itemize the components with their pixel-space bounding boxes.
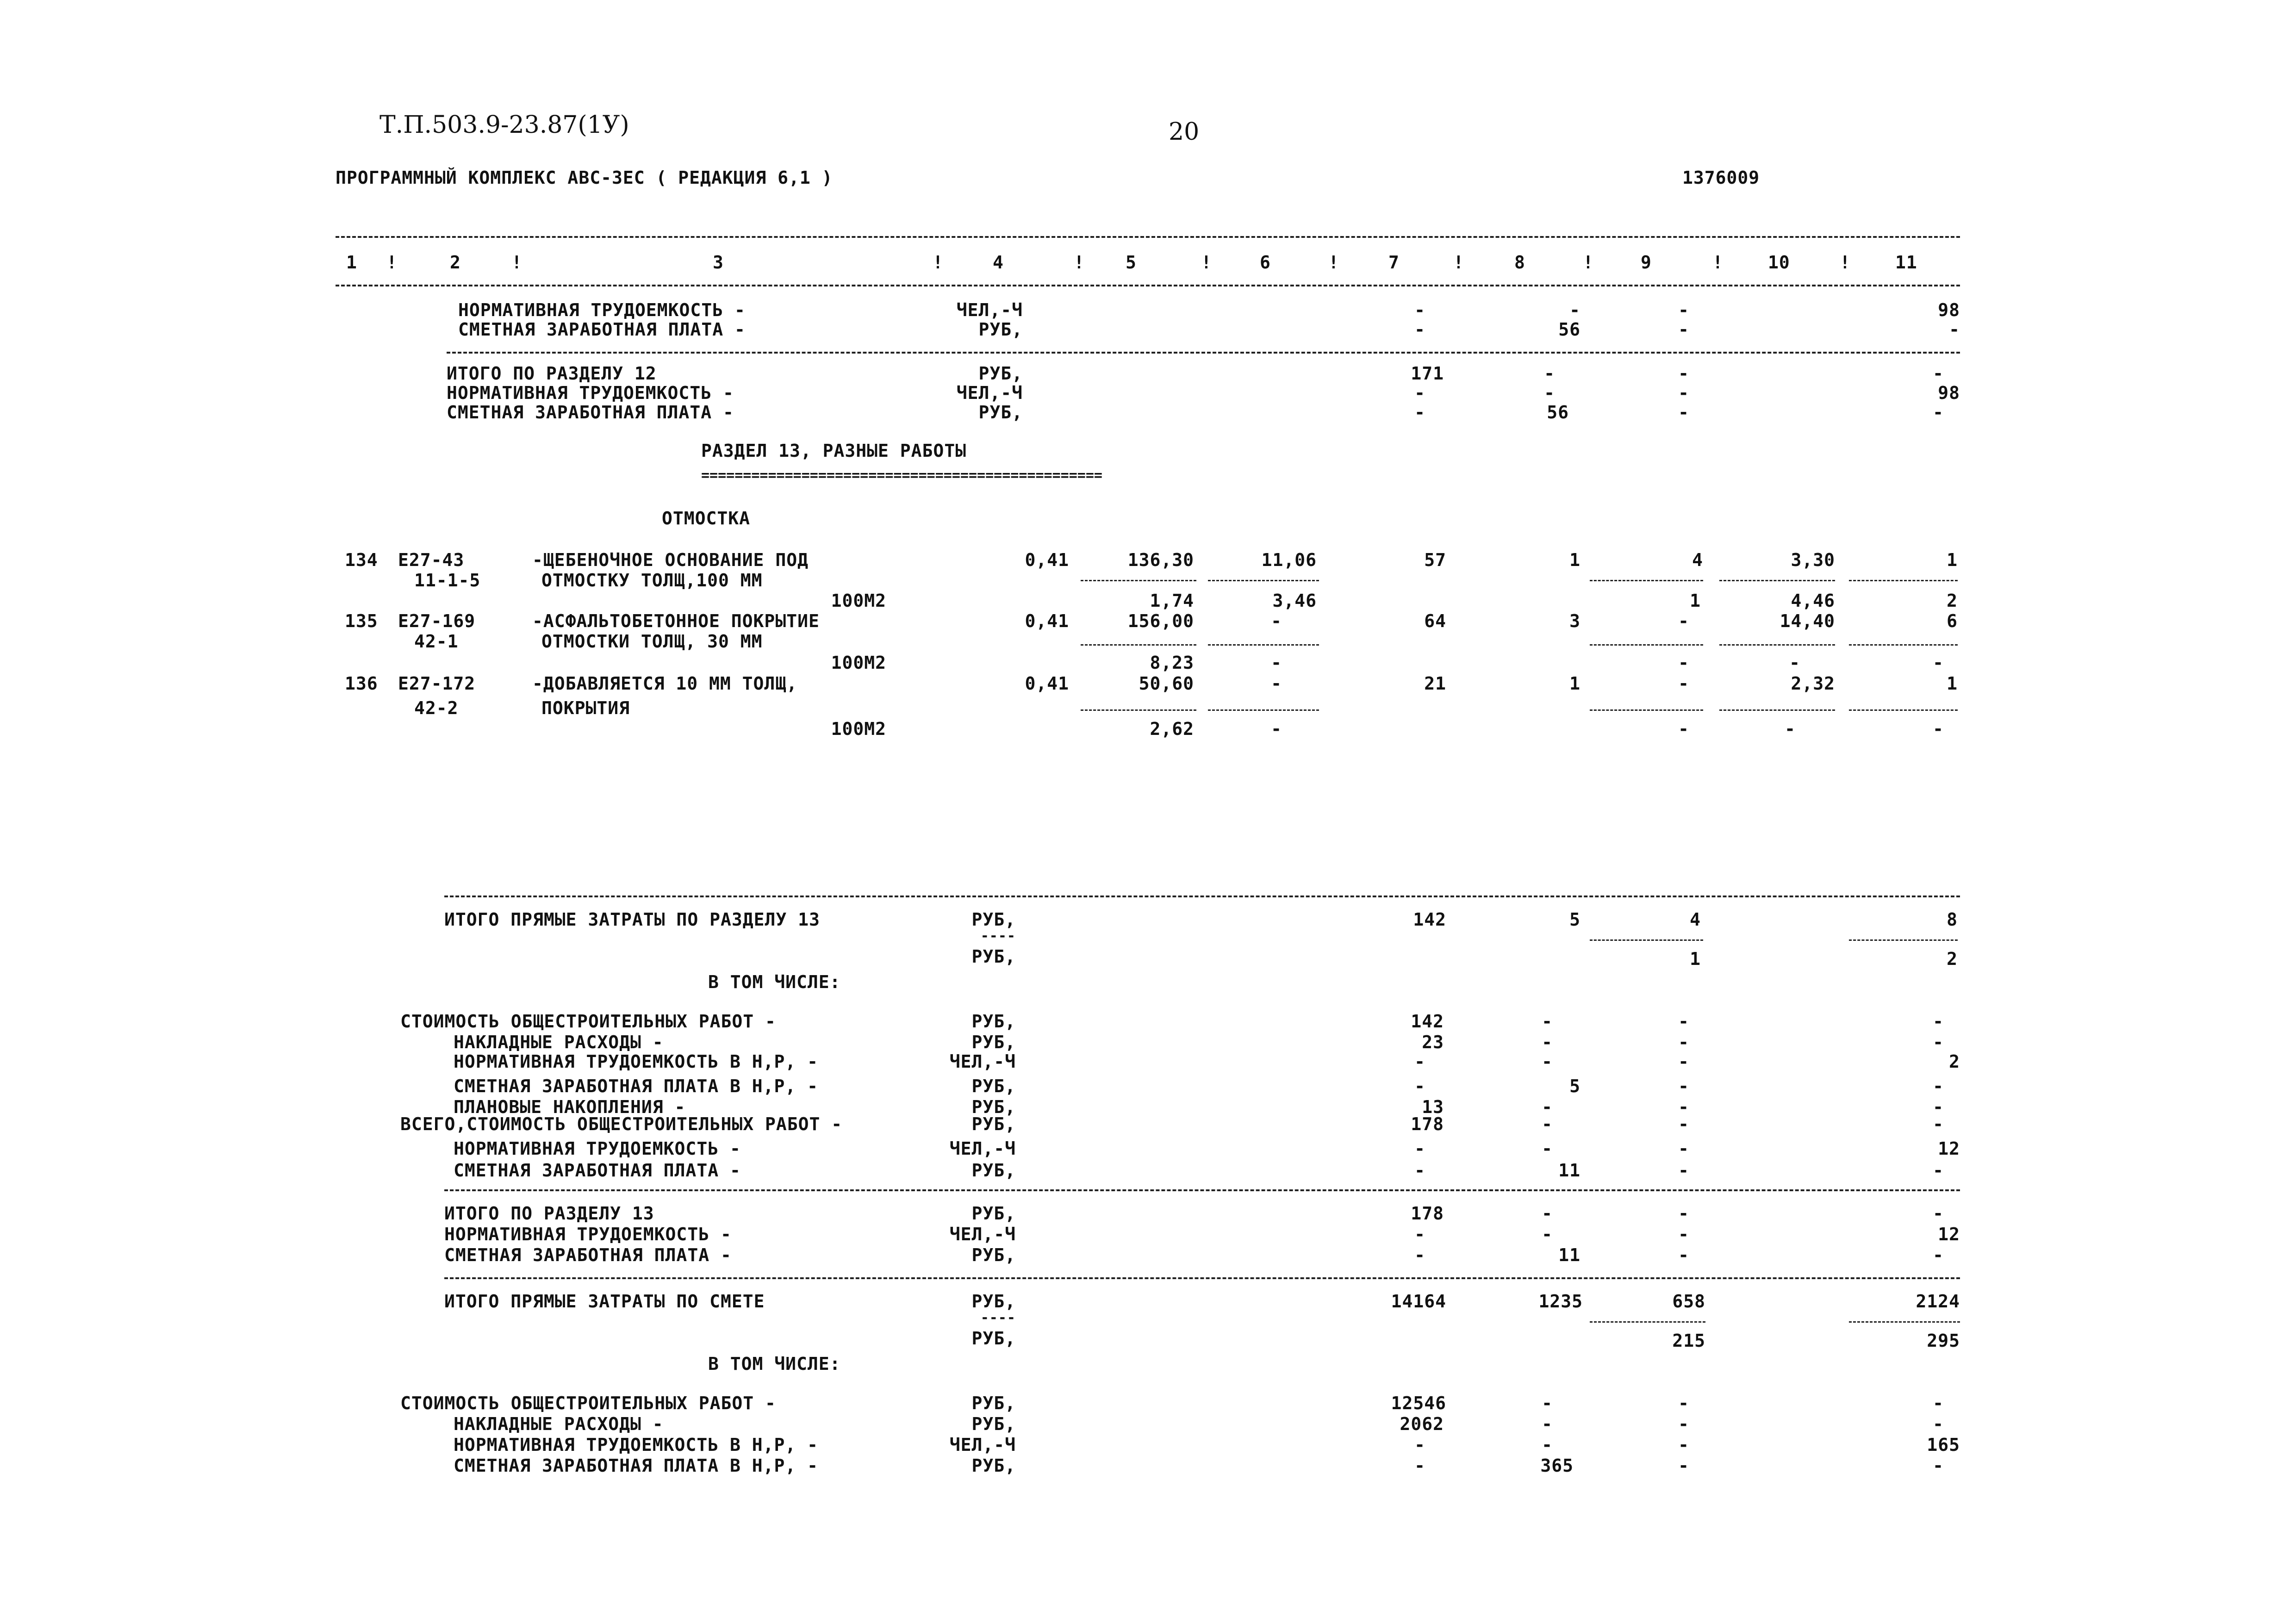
cell-col5: 8,23 (1150, 653, 1194, 673)
cell-col4: 0,41 (1025, 611, 1069, 631)
cell-col8: 56 (1547, 402, 1569, 423)
unit: ЧЕЛ,-Ч (949, 1051, 1016, 1072)
cell-col9: - (1678, 1245, 1689, 1265)
program-line: ПРОГРАММНЫЙ КОМПЛЕКС АВС-3ЕС ( РЕДАКЦИЯ 6,1 ) (336, 168, 833, 188)
cell-col8: 56 (1558, 319, 1580, 340)
item-code2: 42-2 (414, 698, 459, 718)
rule (1590, 709, 1703, 711)
cell-col8: - (1542, 1114, 1553, 1134)
cell-col9: 1 (1690, 591, 1701, 611)
unit: ЧЕЛ,-Ч (949, 1435, 1016, 1455)
cell-col5: 50,60 (1139, 673, 1194, 694)
rule (1849, 709, 1958, 711)
cell-col9: - (1678, 1097, 1689, 1117)
cell-col10: 14,40 (1780, 611, 1835, 631)
row-label: СМЕТНАЯ ЗАРАБОТНАЯ ПЛАТА В Н,Р, - (454, 1076, 818, 1096)
cell-col7: - (1414, 1435, 1425, 1455)
unit: РУБ, (971, 1076, 1016, 1096)
cell-col9: - (1678, 719, 1689, 739)
unit: РУБ, (971, 1455, 1016, 1476)
item-code2: 42-1 (414, 631, 459, 652)
cell-col9: - (1678, 1114, 1689, 1134)
item-code2: 11-1-5 (414, 570, 481, 591)
row-label: НОРМАТИВНАЯ ТРУДОЕМКОСТЬ - (454, 1138, 741, 1159)
cell-col11: 12 (1938, 1138, 1960, 1159)
cell-col9: - (1678, 611, 1689, 631)
rule (1208, 709, 1319, 711)
document-id: 1376009 (1682, 168, 1760, 188)
rule (1849, 644, 1958, 646)
unit: РУБ, (971, 1328, 1016, 1349)
subsection-title: ОТМОСТКА (662, 508, 751, 529)
including-label: В ТОМ ЧИСЛЕ: (708, 972, 841, 992)
cell-col9: 658 (1672, 1291, 1705, 1312)
rule (1208, 580, 1319, 581)
cell-col11: - (1933, 719, 1944, 739)
col-separator: ! (1583, 252, 1594, 273)
rule (1719, 709, 1835, 711)
row-label: СМЕТНАЯ ЗАРАБОТНАЯ ПЛАТА - (454, 1160, 741, 1181)
col-separator: ! (1074, 252, 1085, 273)
cell-col7: 142 (1413, 909, 1446, 930)
cell-col11: - (1933, 402, 1944, 423)
cell-col8: - (1542, 1097, 1553, 1117)
unit: РУБ, (971, 1414, 1016, 1434)
document-code: Т.П.503.9-23.87(1У) (380, 111, 629, 139)
cell-col8: - (1569, 300, 1580, 320)
unit: РУБ, (971, 1203, 1016, 1224)
unit: РУБ, (971, 1160, 1016, 1181)
cell-col4: 0,41 (1025, 673, 1069, 694)
row-label: СТОИМОСТЬ ОБЩЕСТРОИТЕЛЬНЫХ РАБОТ - (400, 1011, 776, 1032)
col-separator: ! (1712, 252, 1724, 273)
unit-separator: ---- (980, 928, 1016, 944)
including-label: В ТОМ ЧИСЛЕ: (708, 1354, 841, 1374)
rule (1081, 580, 1196, 581)
cell-col11: - (1933, 1245, 1944, 1265)
cell-col8: 5 (1569, 909, 1580, 930)
cell-col9: - (1678, 1160, 1689, 1181)
col-number: 8 (1514, 252, 1525, 273)
cell-col7: - (1414, 383, 1425, 403)
rule (444, 1277, 1960, 1279)
section-underline: ================================================ (701, 467, 1102, 484)
item-number: 134 (345, 550, 378, 570)
unit: РУБ, (971, 1245, 1016, 1265)
col-number: 10 (1768, 252, 1790, 273)
col-separator: ! (386, 252, 398, 273)
cell-col8: - (1542, 1011, 1553, 1032)
row-label: НОРМАТИВНАЯ ТРУДОЕМКОСТЬ - (458, 300, 746, 320)
unit: РУБ, (978, 402, 1023, 423)
col-number: 3 (713, 252, 724, 273)
cell-col7: - (1414, 1076, 1425, 1096)
rule (1590, 1321, 1705, 1323)
cell-col11: 295 (1927, 1331, 1960, 1351)
rule (1081, 644, 1196, 646)
item-unit: 100М2 (831, 591, 886, 611)
item-unit: 100М2 (831, 653, 886, 673)
cell-col8: - (1542, 1435, 1553, 1455)
cell-col5: 1,74 (1150, 591, 1194, 611)
row-label: НАКЛАДНЫЕ РАСХОДЫ - (454, 1414, 664, 1434)
cell-col10: 2,32 (1791, 673, 1835, 694)
item-description2: ОТМОСТКУ ТОЛЩ,100 ММ (541, 570, 763, 591)
unit: РУБ, (978, 319, 1023, 340)
cell-col7: - (1414, 1051, 1425, 1072)
cell-col6: 11,06 (1261, 550, 1317, 570)
cell-col7: - (1414, 1138, 1425, 1159)
cell-col9: - (1678, 319, 1689, 340)
rule (444, 895, 1960, 897)
cell-col8: 11 (1558, 1245, 1580, 1265)
cell-col7: - (1414, 1160, 1425, 1181)
cell-col11: 8 (1947, 909, 1958, 930)
row-label: ИТОГО ПРЯМЫЕ ЗАТРАТЫ ПО РАЗДЕЛУ 13 (444, 909, 820, 930)
col-separator: ! (1328, 252, 1339, 273)
cell-col9: - (1678, 1435, 1689, 1455)
cell-col7: 21 (1424, 673, 1446, 694)
col-separator: ! (1201, 252, 1212, 273)
row-label: НОРМАТИВНАЯ ТРУДОЕМКОСТЬ В Н,Р, - (454, 1051, 818, 1072)
cell-col10: 4,46 (1791, 591, 1835, 611)
cell-col7: - (1414, 1245, 1425, 1265)
row-label: ВСЕГО,СТОИМОСТЬ ОБЩЕСТРОИТЕЛЬНЫХ РАБОТ - (400, 1114, 843, 1134)
cell-col7: 13 (1422, 1097, 1444, 1117)
col-number: 9 (1641, 252, 1652, 273)
row-label: ИТОГО ПРЯМЫЕ ЗАТРАТЫ ПО СМЕТЕ (444, 1291, 765, 1312)
cell-col11: - (1933, 363, 1944, 384)
page-number: 20 (1169, 118, 1200, 146)
cell-col11: 6 (1947, 611, 1958, 631)
cell-col7: - (1414, 300, 1425, 320)
cell-col7: 12546 (1391, 1393, 1446, 1413)
rule (444, 1189, 1960, 1191)
cell-col8: 1 (1569, 673, 1580, 694)
cell-col7: 14164 (1391, 1291, 1446, 1312)
cell-col8: 365 (1540, 1455, 1574, 1476)
cell-col8: - (1542, 1138, 1553, 1159)
rule (447, 352, 1960, 354)
cell-col9: - (1678, 363, 1689, 384)
section-title: РАЗДЕЛ 13, РАЗНЫЕ РАБОТЫ (701, 441, 967, 461)
item-description: -ЩЕБЕНОЧНОЕ ОСНОВАНИЕ ПОД (532, 550, 809, 570)
cell-col10: 3,30 (1791, 550, 1835, 570)
rule (1719, 580, 1835, 581)
cell-col11: 165 (1927, 1435, 1960, 1455)
item-code: Е27-169 (398, 611, 476, 631)
col-separator: ! (511, 252, 523, 273)
col-separator: ! (1453, 252, 1464, 273)
cell-col7: 57 (1424, 550, 1446, 570)
item-code: Е27-43 (398, 550, 465, 570)
row-label: НОРМАТИВНАЯ ТРУДОЕМКОСТЬ - (447, 383, 734, 403)
cell-col8: - (1542, 1414, 1553, 1434)
cell-col9: 215 (1672, 1331, 1705, 1351)
cell-col6: - (1271, 611, 1282, 631)
cell-col7: 178 (1411, 1114, 1444, 1134)
unit: ЧЕЛ,-Ч (949, 1224, 1016, 1244)
rule (1849, 580, 1958, 581)
unit: РУБ, (971, 1097, 1016, 1117)
cell-col11: 1 (1947, 550, 1958, 570)
item-code: Е27-172 (398, 673, 476, 694)
cell-col5: 2,62 (1150, 719, 1194, 739)
item-description: -АСФАЛЬТОБЕТОННОЕ ПОКРЫТИЕ (532, 611, 820, 631)
row-label: НОРМАТИВНАЯ ТРУДОЕМКОСТЬ - (444, 1224, 732, 1244)
cell-col9: - (1678, 673, 1689, 694)
col-number: 4 (993, 252, 1004, 273)
cell-col7: 23 (1422, 1032, 1444, 1052)
item-description: -ДОБАВЛЯЕТСЯ 10 ММ ТОЛЩ, (532, 673, 798, 694)
cell-col8: 1235 (1538, 1291, 1583, 1312)
row-label: НОРМАТИВНАЯ ТРУДОЕМКОСТЬ В Н,Р, - (454, 1435, 818, 1455)
cell-col7: 2062 (1400, 1414, 1444, 1434)
cell-col6: 3,46 (1272, 591, 1317, 611)
rule (1849, 1321, 1960, 1323)
cell-col11: - (1933, 1414, 1944, 1434)
cell-col11: - (1933, 1032, 1944, 1052)
row-label: ИТОГО ПО РАЗДЕЛУ 13 (444, 1203, 654, 1224)
rule (1849, 939, 1958, 941)
cell-col10: - (1789, 653, 1800, 673)
cell-col11: - (1933, 1114, 1944, 1134)
cell-col8: - (1542, 1032, 1553, 1052)
cell-col9: 4 (1692, 550, 1703, 570)
col-number: 7 (1388, 252, 1400, 273)
cell-col7: 64 (1424, 611, 1446, 631)
cell-col11: - (1933, 1097, 1944, 1117)
cell-col6: - (1271, 653, 1282, 673)
row-label: СМЕТНАЯ ЗАРАБОТНАЯ ПЛАТА - (444, 1245, 732, 1265)
item-number: 136 (345, 673, 378, 694)
cell-col9: - (1678, 1203, 1689, 1224)
cell-col11: - (1933, 1160, 1944, 1181)
cell-col11: - (1933, 653, 1944, 673)
cell-col11: 12 (1938, 1224, 1960, 1244)
cell-col6: - (1271, 719, 1282, 739)
cell-col8: - (1544, 363, 1555, 384)
item-unit: 100М2 (831, 719, 886, 739)
cell-col7: 171 (1411, 363, 1444, 384)
col-number: 6 (1260, 252, 1271, 273)
unit: РУБ, (971, 1032, 1016, 1052)
cell-col11: - (1933, 1011, 1944, 1032)
cell-col11: - (1933, 1076, 1944, 1096)
cell-col8: 5 (1569, 1076, 1580, 1096)
item-description2: ПОКРЫТИЯ (541, 698, 630, 718)
unit: ЧЕЛ,-Ч (956, 300, 1023, 320)
cell-col9: - (1678, 1393, 1689, 1413)
unit: РУБ, (978, 363, 1023, 384)
cell-col7: 178 (1411, 1203, 1444, 1224)
cell-col6: - (1271, 673, 1282, 694)
cell-col9: - (1678, 1455, 1689, 1476)
rule-header-bottom (336, 285, 1960, 286)
cell-col7: 142 (1411, 1011, 1444, 1032)
cell-col9: - (1678, 1051, 1689, 1072)
unit: РУБ, (971, 1114, 1016, 1134)
cell-col9: - (1678, 383, 1689, 403)
cell-col11: - (1949, 319, 1960, 340)
row-label: ПЛАНОВЫЕ НАКОПЛЕНИЯ - (454, 1097, 686, 1117)
item-description2: ОТМОСТКИ ТОЛЩ, 30 ММ (541, 631, 763, 652)
cell-col7: - (1414, 1224, 1425, 1244)
cell-col9: - (1678, 402, 1689, 423)
cell-col11: - (1933, 1455, 1944, 1476)
unit: ЧЕЛ,-Ч (956, 383, 1023, 403)
cell-col8: - (1542, 1051, 1553, 1072)
cell-col11: 98 (1938, 383, 1960, 403)
row-label: СМЕТНАЯ ЗАРАБОТНАЯ ПЛАТА В Н,Р, - (454, 1455, 818, 1476)
unit: РУБ, (971, 1393, 1016, 1413)
cell-col4: 0,41 (1025, 550, 1069, 570)
cell-col8: 11 (1558, 1160, 1580, 1181)
row-label: ИТОГО ПО РАЗДЕЛУ 12 (447, 363, 657, 384)
cell-col11: 2124 (1916, 1291, 1960, 1312)
cell-col9: 1 (1690, 949, 1701, 969)
row-label: СМЕТНАЯ ЗАРАБОТНАЯ ПЛАТА - (447, 402, 734, 423)
unit: РУБ, (971, 1011, 1016, 1032)
rule (1081, 709, 1196, 711)
col-number: 11 (1895, 252, 1917, 273)
cell-col8: 1 (1569, 550, 1580, 570)
unit: ЧЕЛ,-Ч (949, 1138, 1016, 1159)
item-number: 135 (345, 611, 378, 631)
cell-col11: 1 (1947, 673, 1958, 694)
cell-col9: 4 (1690, 909, 1701, 930)
rule (1208, 644, 1319, 646)
cell-col7: - (1414, 1455, 1425, 1476)
cell-col11: 2 (1947, 591, 1958, 611)
cell-col9: - (1678, 1138, 1689, 1159)
row-label: СТОИМОСТЬ ОБЩЕСТРОИТЕЛЬНЫХ РАБОТ - (400, 1393, 776, 1413)
cell-col9: - (1678, 1076, 1689, 1096)
rule (1590, 644, 1703, 646)
col-separator: ! (1840, 252, 1851, 273)
unit: РУБ, (971, 1291, 1016, 1312)
cell-col5: 136,30 (1127, 550, 1194, 570)
col-number: 1 (346, 252, 357, 273)
cell-col8: - (1542, 1203, 1553, 1224)
cell-col7: - (1414, 319, 1425, 340)
cell-col8: 3 (1569, 611, 1580, 631)
unit: РУБ, (971, 946, 1016, 967)
cell-col9: - (1678, 1011, 1689, 1032)
cell-col11: - (1933, 1203, 1944, 1224)
col-number: 2 (450, 252, 461, 273)
cell-col11: 2 (1949, 1051, 1960, 1072)
col-number: 5 (1126, 252, 1137, 273)
cell-col11: 2 (1947, 949, 1958, 969)
unit-separator: ---- (980, 1310, 1016, 1326)
cell-col7: - (1414, 402, 1425, 423)
cell-col9: - (1678, 300, 1689, 320)
cell-col5: 156,00 (1127, 611, 1194, 631)
rule (1590, 939, 1703, 941)
cell-col8: - (1542, 1224, 1553, 1244)
cell-col11: 98 (1938, 300, 1960, 320)
cell-col10: - (1785, 719, 1796, 739)
rule (1719, 644, 1835, 646)
col-separator: ! (933, 252, 944, 273)
cell-col8: - (1542, 1393, 1553, 1413)
rule (1590, 580, 1703, 581)
row-label: НАКЛАДНЫЕ РАСХОДЫ - (454, 1032, 664, 1052)
cell-col11: - (1933, 1393, 1944, 1413)
cell-col8: - (1544, 383, 1555, 403)
cell-col9: - (1678, 653, 1689, 673)
rule-top (336, 236, 1960, 238)
cell-col9: - (1678, 1224, 1689, 1244)
row-label: СМЕТНАЯ ЗАРАБОТНАЯ ПЛАТА - (458, 319, 746, 340)
cell-col9: - (1678, 1032, 1689, 1052)
cell-col9: - (1678, 1414, 1689, 1434)
unit: РУБ, (971, 909, 1016, 930)
